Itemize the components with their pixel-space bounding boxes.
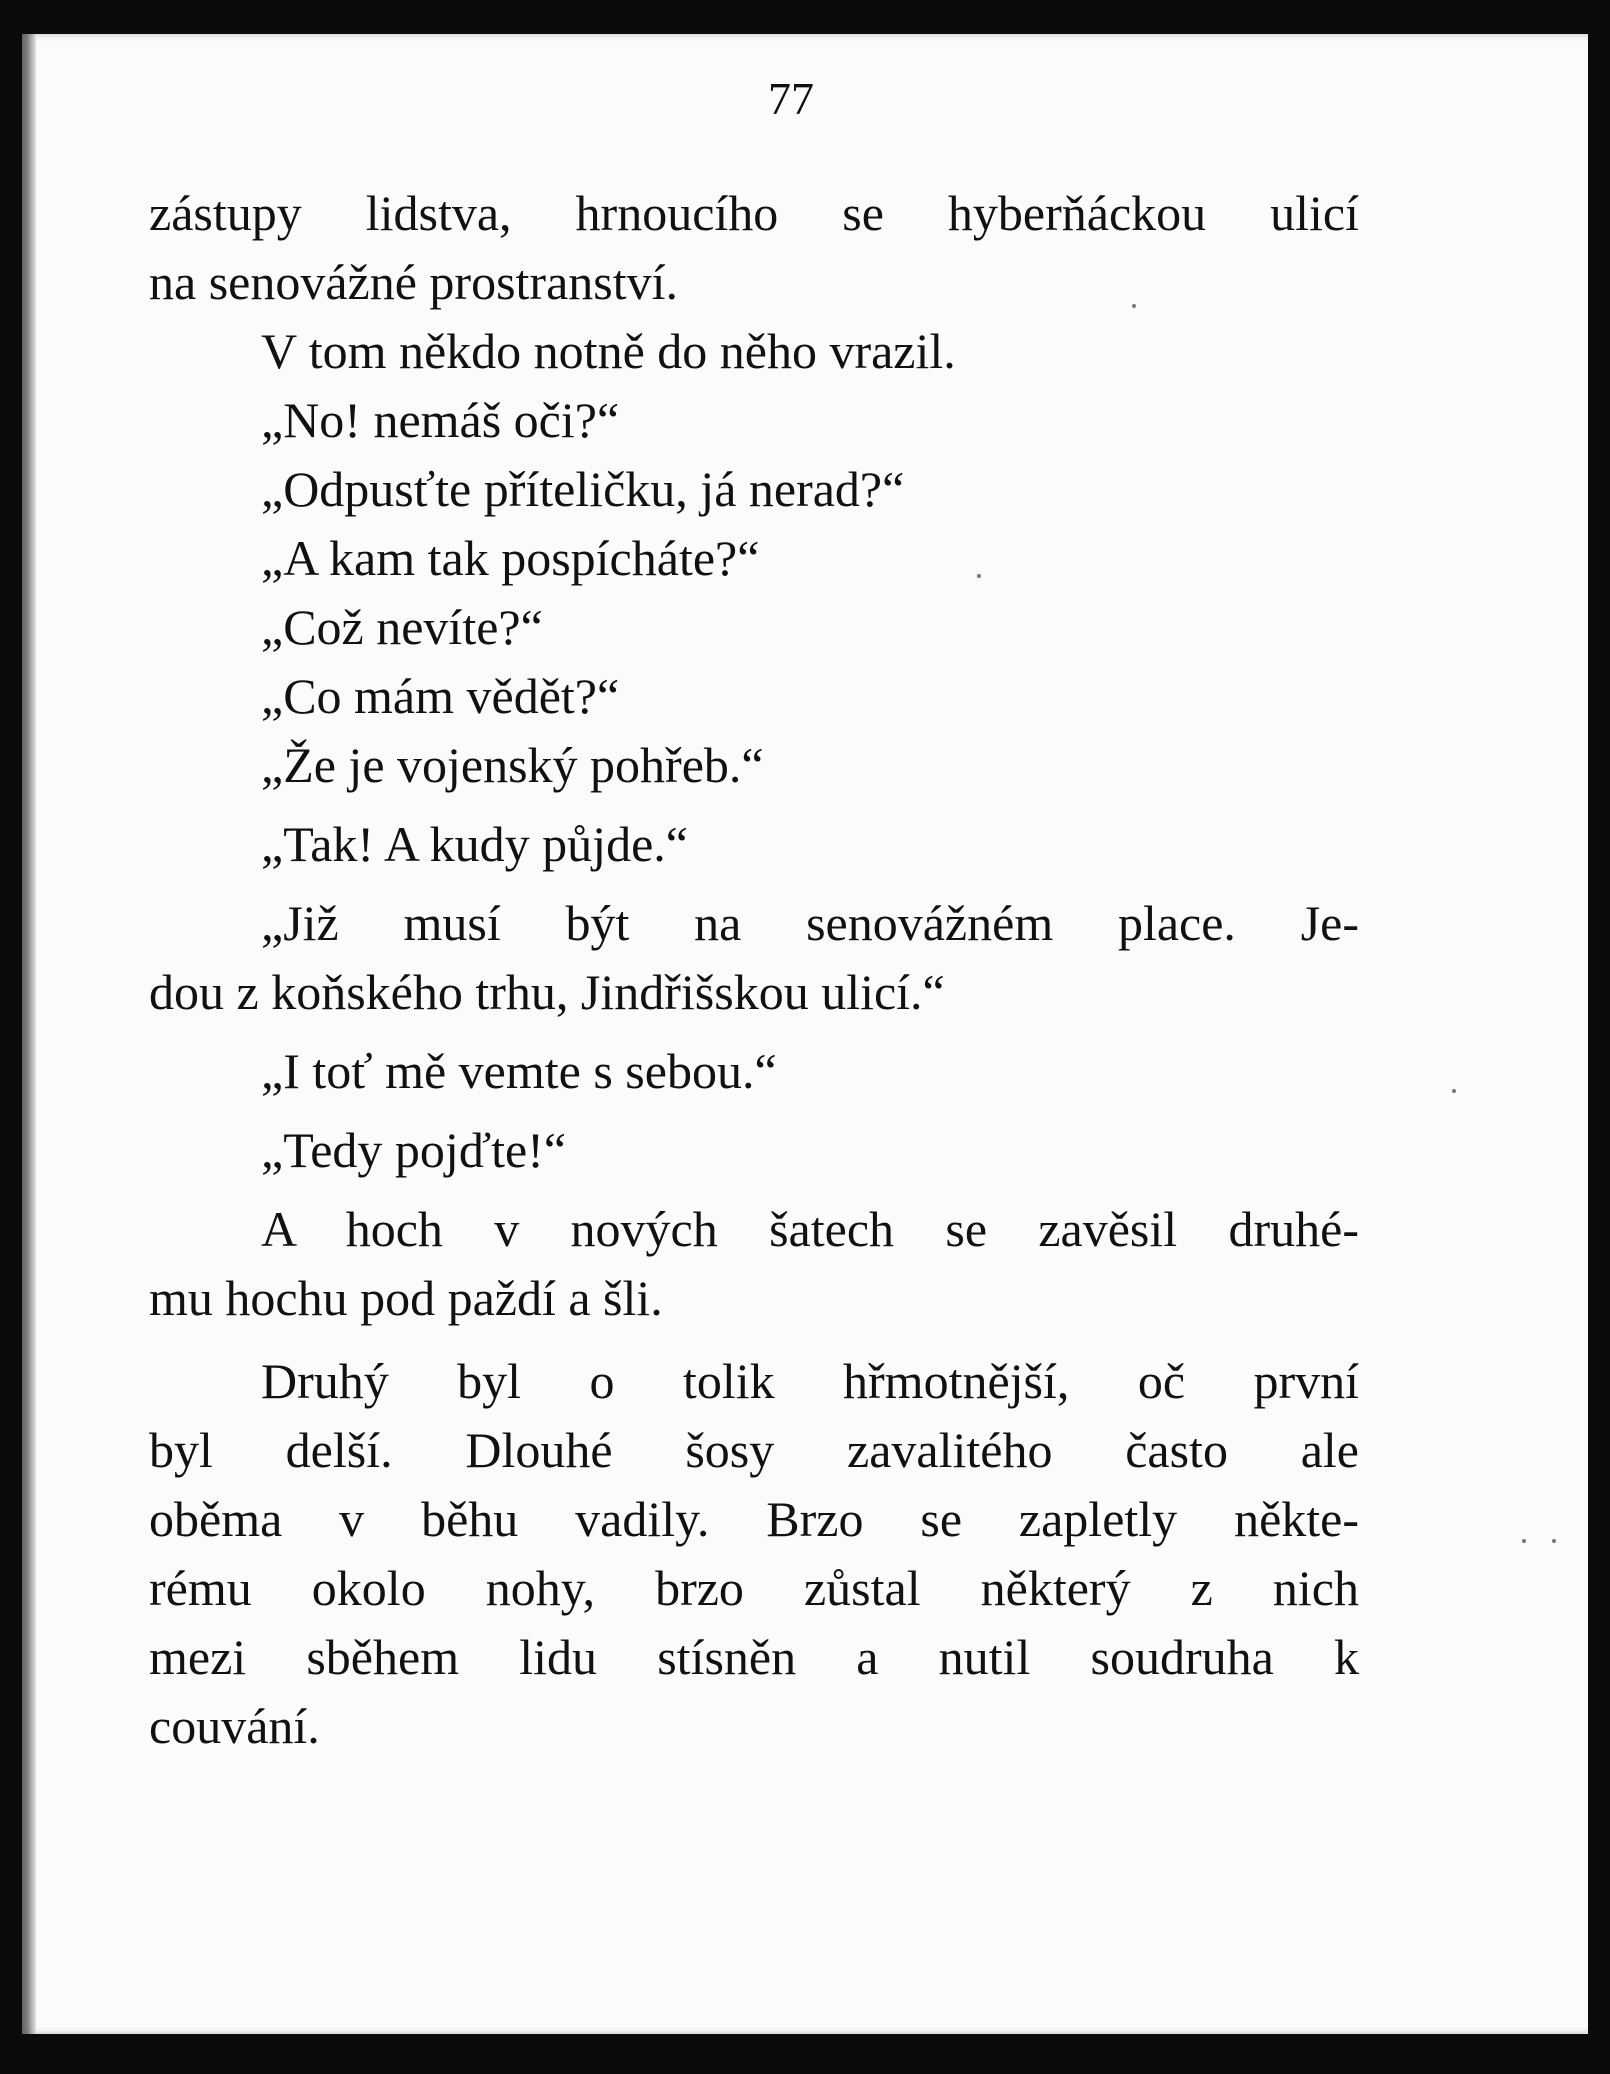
text-line: couvání. bbox=[149, 1698, 320, 1754]
text-line: „Že je vojenský pohřeb.“ bbox=[261, 737, 764, 793]
text-line: „No! nemáš oči?“ bbox=[261, 392, 620, 448]
text-line: mezi sběhem lidu stísněn a nutil soudruha k bbox=[149, 1629, 1359, 1685]
text-line: „Již musí být na senovážném place. Je- bbox=[261, 895, 1359, 951]
text-line: V tom někdo notně do něho vrazil. bbox=[261, 323, 956, 379]
text-line: zástupy lidstva, hrnoucího se hyberňáckou ulicí bbox=[149, 185, 1359, 241]
page-binding-edge bbox=[22, 34, 36, 2034]
text-line: rému okolo nohy, brzo zůstal některý z nich bbox=[149, 1560, 1359, 1616]
paper-speck bbox=[1132, 304, 1136, 308]
paper-speck bbox=[1522, 1539, 1526, 1543]
text-line: „Co mám vědět?“ bbox=[261, 668, 620, 724]
paper-speck bbox=[1452, 1089, 1456, 1093]
text-line: oběma v běhu vadily. Brzo se zapletly někte- bbox=[149, 1491, 1359, 1547]
text-line: mu hochu pod paždí a šli. bbox=[149, 1270, 663, 1326]
text-line: „Což nevíte?“ bbox=[261, 599, 543, 655]
page-body-text bbox=[149, 179, 1359, 1761]
text-line: dou z koňského trhu, Jindřišskou ulicí.“ bbox=[149, 964, 945, 1020]
paper-speck bbox=[977, 574, 981, 578]
paper-speck bbox=[1552, 1539, 1556, 1543]
text-line: byl delší. Dlouhé šosy zavalitého často ale bbox=[149, 1422, 1359, 1478]
text-line: „I toť mě vemte s sebou.“ bbox=[261, 1043, 777, 1099]
text-line: „Tak! A kudy půjde.“ bbox=[261, 816, 688, 872]
text-line: na senovážné prostranství. bbox=[149, 254, 679, 310]
page-number: 77 bbox=[768, 73, 814, 124]
text-line: „Odpusťte příteličku, já nerad?“ bbox=[261, 461, 905, 517]
text-line: Druhý byl o tolik hřmotnější, oč první bbox=[261, 1353, 1359, 1409]
book-page bbox=[22, 34, 1588, 2034]
text-line: „A kam tak pospícháte?“ bbox=[261, 530, 760, 586]
text-line: A hoch v nových šatech se zavěsil druhé- bbox=[261, 1201, 1359, 1257]
text-line: „Tedy pojďte!“ bbox=[261, 1122, 567, 1178]
